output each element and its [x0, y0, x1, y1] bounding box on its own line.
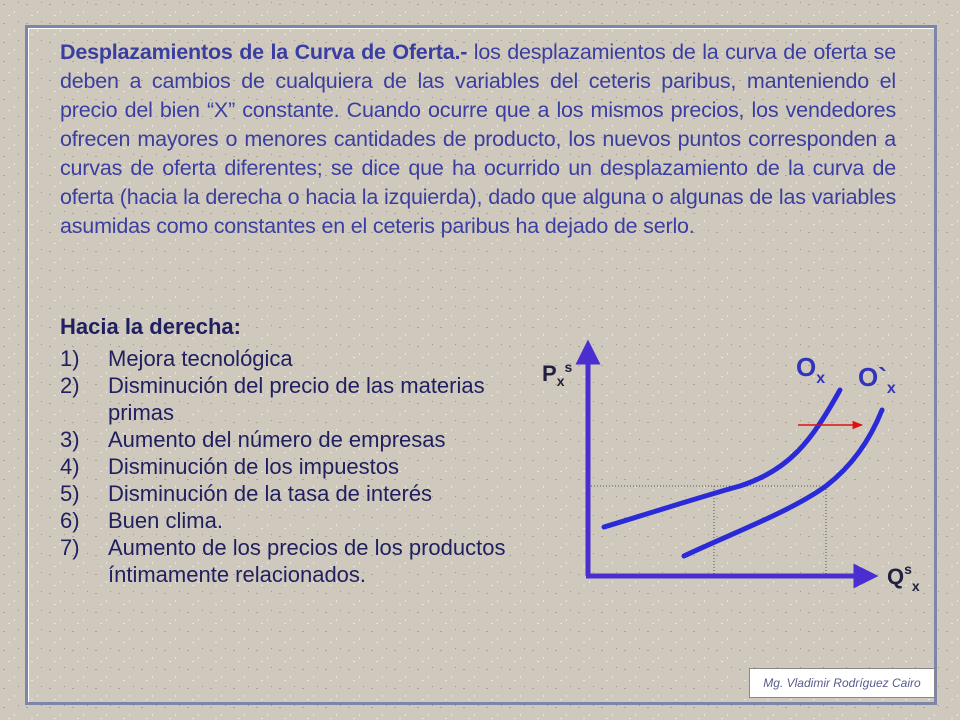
original-curve-label-main: O [796, 352, 817, 382]
y-axis-label-sup: s [564, 359, 573, 375]
original-curve-label-sub: x [816, 370, 826, 387]
item-text: Buen clima. [108, 508, 223, 533]
item-text: Mejora tecnológica [108, 346, 293, 371]
shifted-curve-label-main: O` [858, 362, 887, 392]
x-axis-label-main: Q [887, 564, 905, 589]
intro-body: los desplazamientos de la curva de oferta se deben a cambios de cualquiera de las variables del ceteris paribus, manteniendo el precio del bien “X” constante. Cuando ocurre que a los mismos precios, los vendedores ofrecen mayores o menores cantidades de producto, los nuevos puntos corresponden a curvas de oferta diferentes; se dice que ha ocurrido un desplazamiento de la curva de oferta (hacia la derecha o hacia la izquierda), dado que alguna o algunas de las variables asumidas como constantes en el ceteris paribus ha dejado de serlo. [60, 40, 896, 238]
y-axis-label-sub: x [556, 373, 565, 389]
item-text: Disminución de los impuestos [108, 454, 400, 479]
intro-title: Desplazamientos de la Curva de Oferta.- [60, 40, 468, 64]
supply-curve-original [604, 390, 840, 527]
item-number: 7) [60, 535, 80, 560]
item-number: 6) [60, 508, 80, 533]
item-number: 2) [60, 373, 80, 398]
item-number: 4) [60, 454, 80, 479]
x-axis-label-sup: s [904, 561, 912, 577]
item-number: 5) [60, 481, 80, 506]
item-number: 3) [60, 427, 80, 452]
shifted-curve-label-sub: x [886, 380, 896, 397]
y-axis-label-main: P [542, 361, 557, 386]
item-text: Aumento de los precios de los productos íntimamente relacionados. [108, 535, 506, 587]
item-text: Disminución del precio de las materias primas [108, 373, 485, 425]
item-number: 1) [60, 346, 80, 371]
item-text: Disminución de la tasa de interés [108, 481, 433, 506]
x-axis-label [887, 561, 920, 594]
original-curve-label [796, 352, 825, 387]
y-axis-label [542, 359, 572, 389]
x-axis-label-sub: x [911, 578, 920, 594]
author-credit: Mg. Vladimir Rodríguez Cairo [749, 668, 935, 698]
shifted-curve-label [858, 362, 896, 397]
item-text: Aumento del número de empresas [108, 427, 446, 452]
section-subtitle: Hacia la derecha: [60, 314, 241, 339]
